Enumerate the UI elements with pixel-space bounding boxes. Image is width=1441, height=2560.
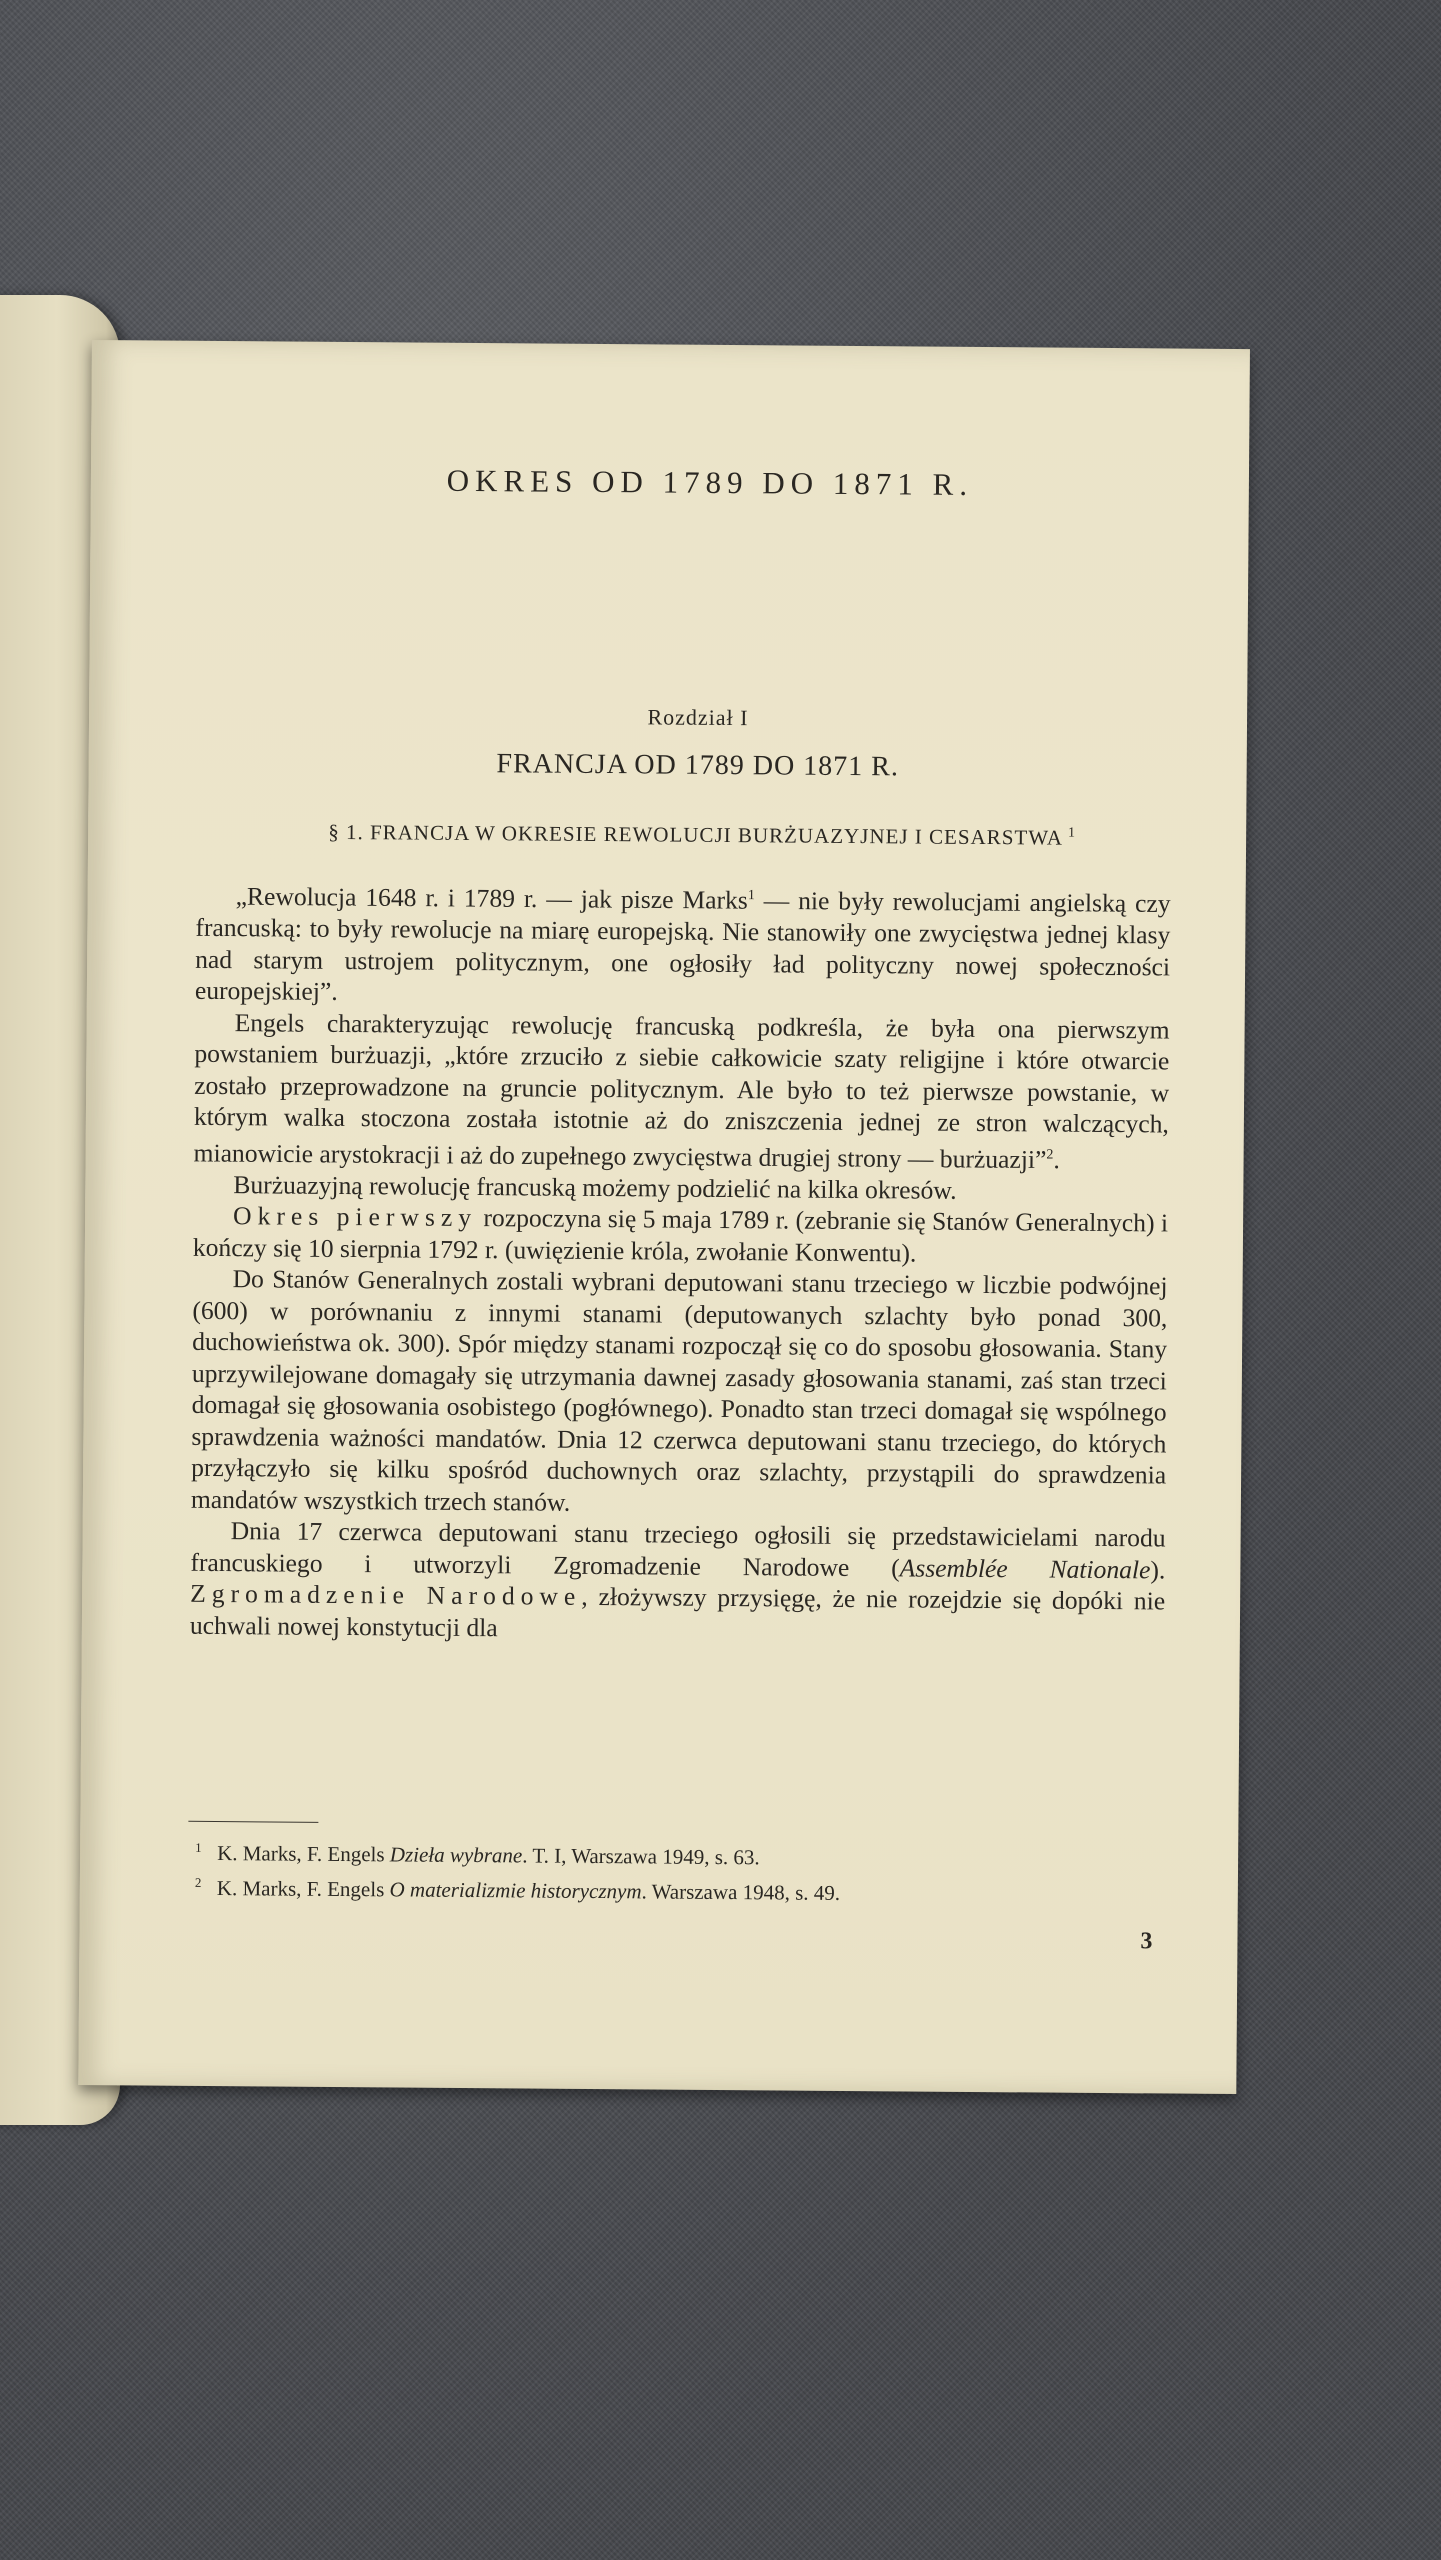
chapter-title: FRANCJA OD 1789 DO 1871 R. <box>496 748 900 783</box>
footnote-divider <box>188 1821 318 1823</box>
footnote-2-rest: . Warszawa 1948, s. 49. <box>641 1879 841 1905</box>
paragraph-4-text: rozpoczyna się 5 maja 1789 r. (zebranie się Stanów Generalnych) i kończy się 10 sierpnia 1792 r. (uwięzienie króla, zwołanie Konwentu). <box>192 1203 1169 1268</box>
paragraph-6-text-a: Dnia 17 czerwca deputowani stanu trzeciego ogłosili się przedstawicielami narodu francuskiego i utworzyli Zgromadzenie Narodowe ( <box>190 1516 1166 1582</box>
paragraph-2-text-a: Engels charakteryzując rewolucję francuską podkreśla, że była ona pierwszym powstaniem burżuazji, „które zrzuciło z siebie całkowicie szaty religijne i które otwarcie zostało przeprowadzone na gruncie politycznym. Ale było to też pierwsze powstanie, w którym walka stoczona została istotnie aż do zniszczenia jednej ze stron walczących, mianowicie arystokracji i aż do zupełnego zwycięstwa drugiej strony — burżuazji” <box>193 1007 1170 1174</box>
page-number: 3 <box>1140 1928 1153 1955</box>
paragraph-2 <box>193 1006 1169 1176</box>
footnote-2-author: K. Marks, F. Engels <box>216 1876 385 1902</box>
footnote-2 <box>195 1868 1170 1911</box>
zgromadzenie-narodowe: Zgromadzenie Narodowe <box>190 1578 582 1611</box>
footnote-ref-1: 1 <box>747 888 755 904</box>
section-title <box>188 819 1216 852</box>
paragraph-6 <box>190 1515 1166 1649</box>
footnote-1-rest: . T. I, Warszawa 1949, s. 63. <box>522 1843 760 1870</box>
paragraph-2-text-b: . <box>1053 1144 1060 1174</box>
paragraph-6-text-c: , złożywszy przysięgę, że nie rozejdzie się dopóki nie uchwali nowej konstytucji dla <box>189 1581 1166 1642</box>
footnote-2-title: O materializmie historycznym <box>389 1877 642 1904</box>
section-title-text: § 1. FRANCJA W OKRESIE REWOLUCJI BURŻUAZYJNEJ I CESARSTWA <box>328 819 1062 850</box>
book-page <box>78 340 1250 2094</box>
footnote-2-mark: 2 <box>194 1874 202 1890</box>
part-title: OKRES OD 1789 DO 1871 R. <box>446 462 974 502</box>
paragraph-1 <box>195 876 1171 1014</box>
footnote-1-mark: 1 <box>195 1839 202 1855</box>
footnote-1-author: K. Marks, F. Engels <box>217 1841 385 1867</box>
paragraph-3: Burżuazyjną rewolucję francuską możemy podzielić na kilka okresów. <box>233 1169 957 1205</box>
section-footnote-mark: 1 <box>1067 825 1077 841</box>
paragraph-4 <box>193 1200 1168 1271</box>
paragraph-1-text-a: „Rewolucja 1648 r. i 1789 r. — jak pisze Marks <box>235 881 748 915</box>
paragraph-1-text-b: — nie były rewolucjami angielską czy francuską: to były rewolucje na miarę europejską. Nie stanowiły one zwycięstwa jednej klasy nad starym ustrojem politycznym, one ogłosiły ład polityczny nowej społeczności europejskiej”. <box>194 885 1171 1006</box>
period-label: Okres pierwszy <box>233 1201 478 1233</box>
assemblee-nationale: Assemblée Nationale <box>899 1552 1151 1584</box>
footnote-ref-2: 2 <box>1046 1147 1054 1163</box>
chapter-label: Rozdział I <box>647 704 749 731</box>
footnotes <box>195 1833 1171 1911</box>
paragraph-5: Do Stanów Generalnych zostali wybrani deputowani stanu trzeciego w liczbie podwójnej (600) w porównaniu z innymi stanami (deputowanych szlachty było ponad 300, duchowieństwa ok. 300). Spór między stanami rozpoczął się co do sposobu głosowania. Stany uprzywilejowane domagały się utrzymania dawnej zasady głosowania stanami, zaś stan trzeci domagał się głosowania osobistego (pogłównego). Ponadto stan trzeci domagał się wspólnego sprawdzenia ważności mandatów. Dnia 12 czerwca deputowani stanu trzeciego, do których przyłączyło się kilku spośród duchownych oraz szlachty, przystąpili do sprawdzenia mandatów wszystkich trzech stanów. <box>190 1264 1168 1517</box>
footnote-1-title: Dzieła wybrane <box>389 1842 523 1868</box>
paragraph-6-text-b: ). <box>1150 1554 1166 1585</box>
body-text <box>190 876 1171 1649</box>
